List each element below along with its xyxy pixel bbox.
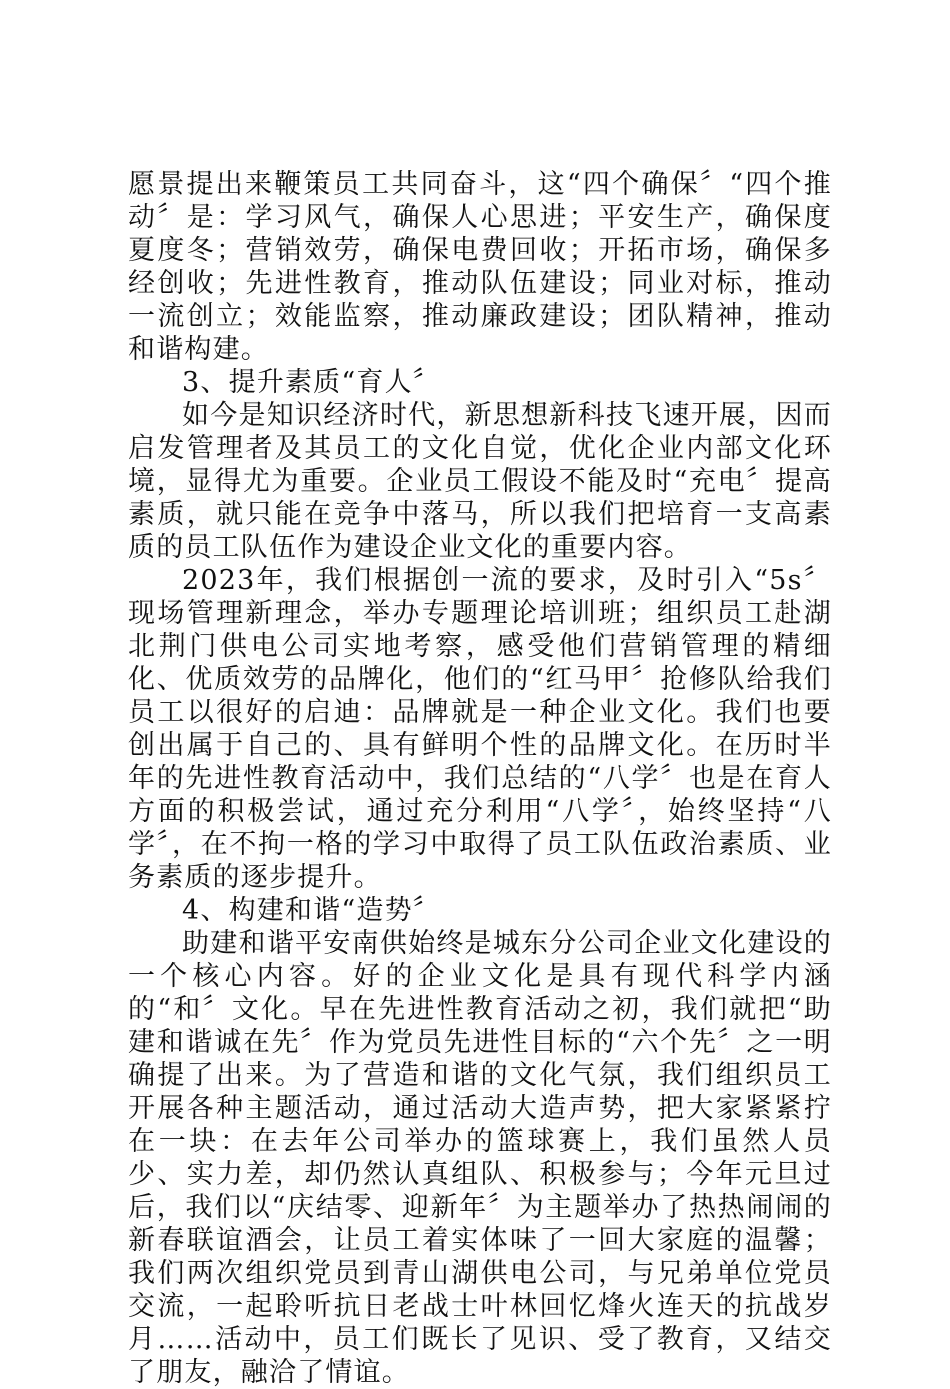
paragraph: 2023年，我们根据创一流的要求，及时引入“5s〞现场管理新理念，举办专题理论培训班；组织员工赴湖北荆门供电公司实地考察，感受他们营销管理的精细化、优质效劳的品牌化，他们的“红马甲〞抢修队给我们员工以很好的启迪：品牌就是一种企业文化。我们也要创出属于自己的、具有鲜明个性的品牌文化。在历时半年的先进性教育活动中，我们总结的“八学〞也是在育人方面的积极尝试，通过充分利用“八学〞，始终坚持“八学〞，在不拘一格的学习中取得了员工队伍政治素质、业务素质的逐步提升。 (128, 565, 832, 893)
document-body (128, 168, 832, 1389)
paragraph: 助建和谐平安南供始终是城东分公司企业文化建设的一个核心内容。好的企业文化是具有现代科学内涵的“和〞文化。早在先进性教育活动之初，我们就把“助建和谐诚在先〞作为党员先进性目标的“六个先〞之一明确提了出来。为了营造和谐的文化气氛，我们组织员工开展各种主题活动，通过活动大造声势，把大家紧紧拧在一块：在去年公司举办的篮球赛上，我们虽然人员少、实力差，却仍然认真组队、积极参与；今年元旦过后，我们以“庆结零、迎新年〞为主题举办了热热闹闹的新春联谊酒会，让员工着实体味了一回大家庭的温馨；我们两次组织党员到青山湖供电公司，与兄弟单位党员交流，一起聆听抗日老战士叶林回忆烽火连天的抗战岁月……活动中，员工们既长了见识、受了教育，又结交了朋友，融洽了情谊。 (128, 928, 832, 1388)
paragraph: 如今是知识经济时代，新思想新科技飞速开展，因而启发管理者及其员工的文化自觉，优化企业内部文化环境，显得尤为重要。企业员工假设不能及时“充电〞提高素质，就只能在竞争中落马，所以我们把培育一支高素质的员工队伍作为建设企业文化的重要内容。 (128, 400, 832, 563)
paragraph-continuation: 愿景提出来鞭策员工共同奋斗，这“四个确保〞“四个推动〞是：学习风气，确保人心思进；平安生产，确保度夏度冬；营销效劳，确保电费回收；开拓市场，确保多经创收；先进性教育，推动队伍建设；同业对标，推动一流创立；效能监察，推动廉政建设；团队精神，推动和谐构建。 (128, 169, 832, 365)
section-heading-3: 3、提升素质“育人〞 (182, 367, 441, 398)
section-heading-4: 4、构建和谐“造势〞 (182, 895, 441, 926)
